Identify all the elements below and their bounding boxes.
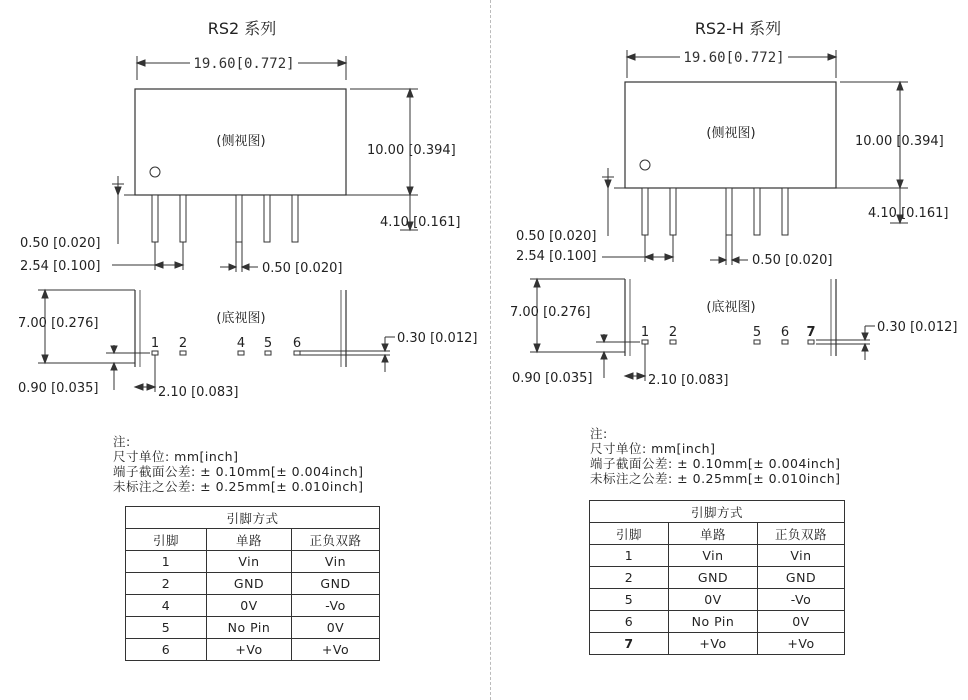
bottom-pads (152, 351, 300, 355)
table-cell: 7 (590, 633, 669, 655)
pin-number: 4 (236, 336, 246, 351)
table-cell: GND (207, 573, 292, 595)
table-cell: No Pin (669, 611, 758, 633)
table-row (126, 617, 380, 639)
table-header: 单路 (207, 529, 292, 551)
table-row (126, 551, 380, 573)
table-cell: +Vo (207, 639, 292, 661)
pin-width-dimension (710, 235, 748, 265)
table-title: 引脚方式 (126, 507, 380, 529)
table-cell: 1 (590, 545, 669, 567)
table-cell: GND (292, 573, 380, 595)
table-row (126, 639, 380, 661)
note-line: 注: (113, 434, 131, 449)
pin-width-dimension (220, 242, 258, 272)
pin-table (589, 500, 845, 655)
table-cell: +Vo (758, 633, 845, 655)
pin-table (125, 506, 380, 661)
table-cell: Vin (292, 551, 380, 573)
table-cell: 0V (758, 611, 845, 633)
table-row (590, 567, 845, 589)
side-pins (642, 188, 788, 235)
row-offset-dim-label: 0.90 [0.035] (18, 381, 99, 396)
bottom-view-label: (底视图) (216, 311, 266, 326)
pin-number: 1 (150, 336, 160, 351)
table-cell: GND (669, 567, 758, 589)
notes (590, 426, 841, 486)
bottom-view (625, 279, 836, 356)
pin-number: 6 (292, 336, 302, 351)
standoff-dim-label: 0.50 [0.020] (20, 236, 101, 251)
depth-dim-label: 7.00 [0.276] (18, 316, 99, 331)
table-row (590, 633, 845, 655)
notes (113, 434, 364, 494)
width-dim-label: 19.60[0.772] (193, 56, 295, 72)
width-dim-label: 19.60[0.772] (683, 50, 785, 66)
table-cell: 5 (126, 617, 207, 639)
standoff-dimension (602, 168, 614, 236)
pin-length-dim-label: 4.10 [0.161] (380, 215, 461, 230)
pin-number: 1 (640, 325, 650, 340)
row-offset-dimension (596, 334, 640, 378)
standoff-dimension (112, 176, 124, 244)
rs2h-panel (490, 0, 968, 700)
table-cell: 6 (126, 639, 207, 661)
side-pins (152, 195, 298, 242)
first-pin-dim-label: 2.10 [0.083] (158, 385, 239, 400)
rs2h-drawing (490, 0, 968, 430)
first-pin-dim-label: 2.10 [0.083] (648, 373, 729, 388)
table-cell: 0V (207, 595, 292, 617)
pitch-dimension (112, 242, 183, 270)
note-line: 未标注之公差: ± 0.25mm[± 0.010inch] (113, 479, 364, 494)
table-row (590, 545, 845, 567)
table-cell: -Vo (758, 589, 845, 611)
pin-thickness-dimension (816, 326, 875, 360)
table-cell: +Vo (669, 633, 758, 655)
pin-thickness-dim-label: 0.30 [0.012] (877, 320, 958, 335)
pin-number: 7 (806, 325, 816, 340)
pitch-dim-label: 2.54 [0.100] (516, 249, 597, 264)
note-line: 端子截面公差: ± 0.10mm[± 0.004inch] (113, 464, 364, 479)
table-title: 引脚方式 (590, 501, 845, 523)
depth-dim-label: 7.00 [0.276] (510, 305, 591, 320)
table-cell: 0V (292, 617, 380, 639)
first-pin-dimension (625, 344, 645, 381)
table-cell: Vin (669, 545, 758, 567)
table-row (590, 589, 845, 611)
rs2h-title: RS2-H 系列 (694, 19, 782, 38)
pin-width-dim-label: 0.50 [0.020] (262, 261, 343, 276)
table-header: 引脚 (126, 529, 207, 551)
note-line: 注: (590, 426, 608, 441)
table-cell: 5 (590, 589, 669, 611)
table-cell: 1 (126, 551, 207, 573)
side-view-label: (侧视图) (216, 134, 266, 149)
rs2-title: RS2 系列 (207, 19, 277, 38)
note-line: 未标注之公差: ± 0.25mm[± 0.010inch] (590, 471, 841, 486)
note-line: 尺寸单位: mm[inch] (590, 441, 716, 456)
pin-number: 6 (780, 325, 790, 340)
height-dim-label: 10.00 [0.394] (855, 134, 944, 149)
pin-number: 2 (178, 336, 188, 351)
table-header: 引脚 (590, 523, 669, 545)
table-cell: +Vo (292, 639, 380, 661)
pin-number: 5 (263, 336, 273, 351)
pitch-dimension (602, 235, 673, 262)
pin1-marker-icon (150, 167, 160, 177)
rs2-drawing (0, 0, 484, 430)
bottom-view-label: (底视图) (706, 300, 756, 315)
table-cell: -Vo (292, 595, 380, 617)
pin-thickness-dimension (300, 337, 395, 372)
height-dimension (840, 82, 908, 223)
table-cell: GND (758, 567, 845, 589)
table-header: 正负双路 (758, 523, 845, 545)
table-cell: Vin (207, 551, 292, 573)
row-offset-dim-label: 0.90 [0.035] (512, 371, 593, 386)
table-cell: 0V (669, 589, 758, 611)
table-cell: Vin (758, 545, 845, 567)
height-dim-label: 10.00 [0.394] (367, 143, 456, 158)
first-pin-dimension (135, 355, 155, 392)
table-cell: No Pin (207, 617, 292, 639)
note-line: 端子截面公差: ± 0.10mm[± 0.004inch] (590, 456, 841, 471)
row-offset-dimension (106, 345, 150, 390)
table-row (590, 611, 845, 633)
pin-thickness-dim-label: 0.30 [0.012] (397, 331, 478, 346)
pin-number: 2 (668, 325, 678, 340)
pin1-marker-icon (640, 160, 650, 170)
table-cell: 6 (590, 611, 669, 633)
table-cell: 2 (590, 567, 669, 589)
table-header: 单路 (669, 523, 758, 545)
bottom-pads (642, 340, 814, 344)
table-row (126, 595, 380, 617)
pin-length-dim-label: 4.10 [0.161] (868, 206, 949, 221)
table-header: 正负双路 (292, 529, 380, 551)
height-dimension (350, 89, 418, 230)
table-cell: 4 (126, 595, 207, 617)
note-line: 尺寸单位: mm[inch] (113, 449, 239, 464)
table-cell: 2 (126, 573, 207, 595)
standoff-dim-label: 0.50 [0.020] (516, 229, 597, 244)
pin-width-dim-label: 0.50 [0.020] (752, 253, 833, 268)
pin-number: 5 (752, 325, 762, 340)
table-row (126, 573, 380, 595)
side-view-label: (侧视图) (706, 126, 756, 141)
pitch-dim-label: 2.54 [0.100] (20, 259, 101, 274)
